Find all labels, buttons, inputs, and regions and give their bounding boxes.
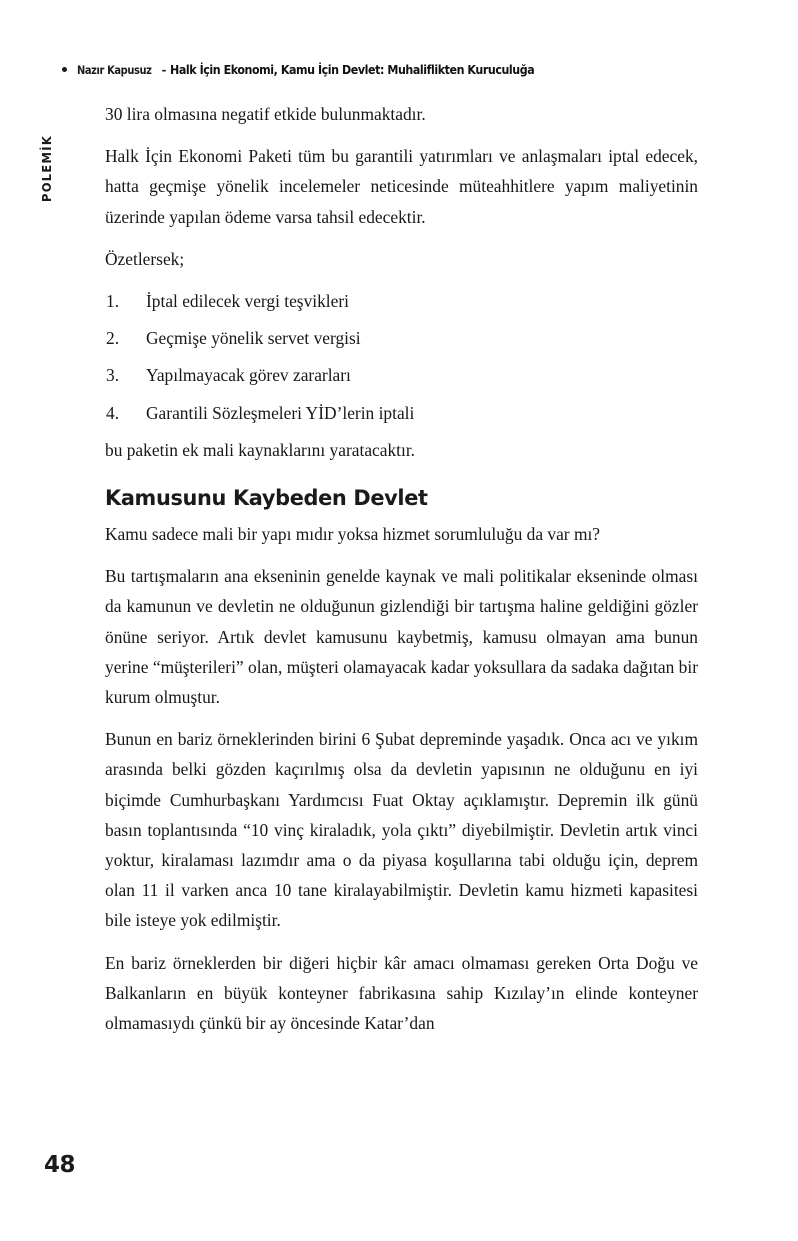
- page-number: 48: [44, 1152, 76, 1178]
- running-header-title: Halk İçin Ekonomi, Kamu İçin Devlet: Muhaliflikten Kuruculuğa: [170, 62, 535, 77]
- list-item-label: Garantili Sözleşmeleri YİD’lerin iptali: [146, 402, 415, 423]
- list-item: [105, 286, 698, 316]
- list-item: [105, 398, 698, 428]
- section-tab-label: POLEMİK: [39, 134, 54, 202]
- running-header-separator: -: [161, 62, 167, 77]
- vertical-section-tab: [39, 92, 54, 202]
- paragraph: bu paketin ek mali kaynaklarını yaratacaktır.: [105, 439, 416, 460]
- paragraph: Halk İçin Ekonomi Paketi tüm bu garantili yatırımları ve anlaşmaları iptal edecek, hatta geçmişe yönelik incelemeler neticesinde müteahhitlere yapım maliyetinin üzerinde yapılan ödeme varsa tahsil edecektir.: [105, 146, 698, 227]
- paragraph: Kamu sadece mali bir yapı mıdır yoksa hizmet sorumluluğu da var mı?: [105, 524, 601, 545]
- running-header-author: Nazır Kapusuz: [77, 62, 152, 77]
- list-item-number: 4.: [106, 402, 120, 423]
- section-heading: Kamusunu Kaybeden Devlet: [105, 486, 428, 512]
- list-item-label: Yapılmayacak görev zararları: [146, 365, 351, 386]
- list-item-number: 3.: [106, 365, 120, 386]
- paragraph: 30 lira olmasına negatif etkide bulunmaktadır.: [105, 104, 426, 124]
- text-column: [105, 99, 698, 1038]
- list-item-number: 1.: [106, 291, 120, 312]
- bullet-dot-icon: [62, 67, 67, 72]
- paragraph: En bariz örneklerden bir diğeri hiçbir kâr amacı olmaması gereken Orta Doğu ve Balkanların en büyük konteyner fabrikasına sahip Kızılay’ın elinde konteyner olmamasıydı çünkü bir ay öncesinde Katar’dan: [105, 952, 698, 1034]
- paragraph: Bunun en bariz örneklerinden birini 6 Şubat depreminde yaşadık. Onca acı ve yıkım arasında belki gözden kaçırılmış olsa da devletin yapısının ne olduğunu en iyi biçimde Cumhurbaşkanı Yardımcısı Fuat Oktay açıklamıştır. Depremin ilk günü basın toplantısında “10 vinç kiraladık, yola çıktı” diyebilmiştir. Devletin artık vinci yoktur, kiralaması lazımdır ama o da piyasa koşullarına tabi olduğu için, deprem olan 11 il varken anca 10 tane kiralayabilmiştir. Devletin kamu hizmeti kapasitesi bile isteye yok edilmiştir.: [105, 729, 698, 931]
- paragraph: Özetlersek;: [105, 248, 185, 269]
- list-item-number: 2.: [106, 328, 120, 349]
- running-header: [62, 62, 702, 77]
- list-item-label: Geçmişe yönelik servet vergisi: [146, 328, 361, 349]
- list-item: [105, 323, 698, 353]
- list-item-label: İptal edilecek vergi teşvikleri: [146, 291, 349, 312]
- paragraph: Bu tartışmaların ana ekseninin genelde kaynak ve mali politikalar ekseninde olması da kamunun ve devletin ne olduğunun gizlendiği bir tartışma haline geldiğini gözler önüne seriyor. Artık devlet kamusunu kaybetmiş, kamusu olmayan ama bunun yerine “müşterileri” olan, müşteri olamayacak kadar yoksullara da sadaka dağıtan bir kurum olmuştur.: [105, 566, 698, 708]
- list-item: [105, 360, 698, 390]
- numbered-list: [105, 286, 698, 428]
